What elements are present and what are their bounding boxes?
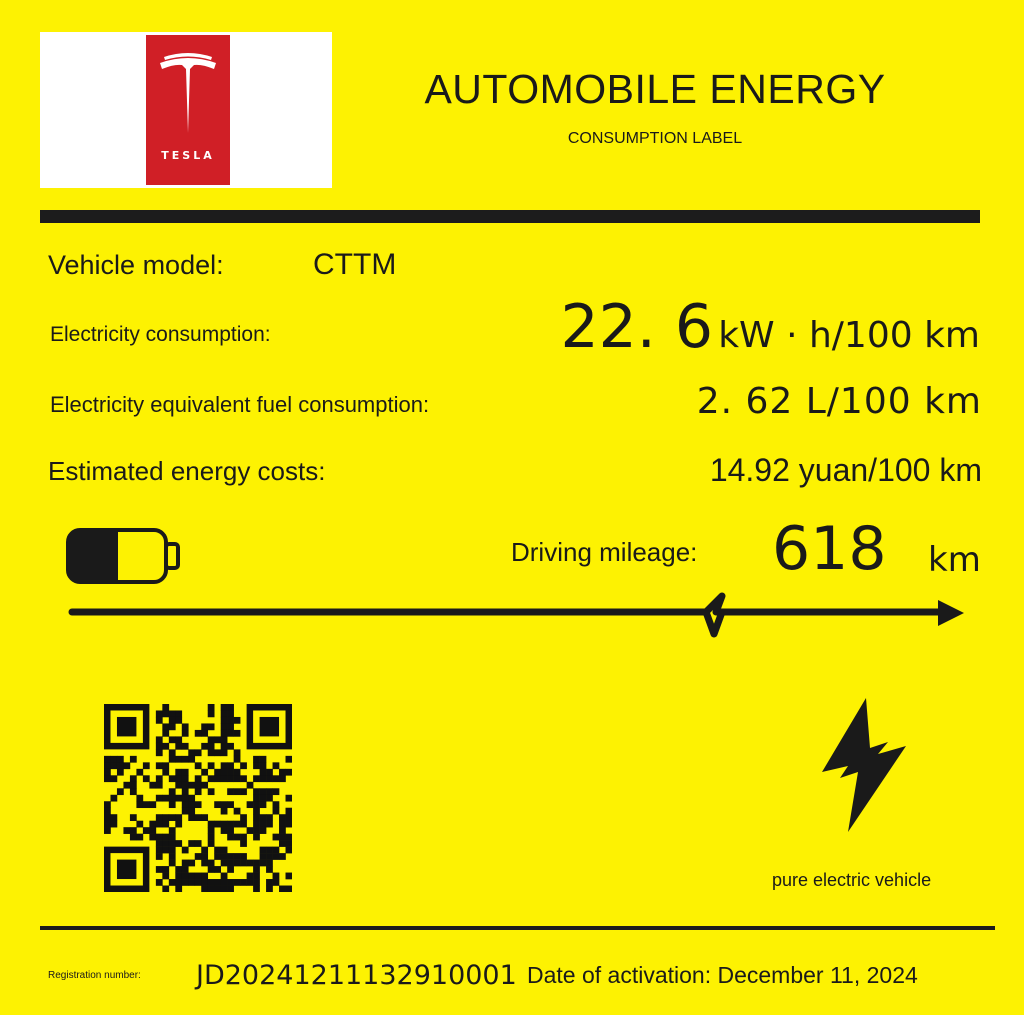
tesla-logo bbox=[146, 35, 230, 185]
bottom-divider bbox=[40, 926, 995, 930]
registration-number-label: Registration number: bbox=[48, 970, 141, 981]
qr-code[interactable] bbox=[104, 704, 292, 892]
label-subtitle: CONSUMPTION LABEL bbox=[567, 130, 743, 147]
lightning-bolt-icon bbox=[818, 696, 910, 834]
driving-mileage-unit: km bbox=[928, 540, 981, 580]
activation-date: Date of activation: December 11, 2024 bbox=[527, 962, 918, 988]
electricity-consumption-label: Electricity consumption: bbox=[50, 323, 271, 346]
vehicle-model-value: CTTM bbox=[313, 248, 397, 281]
equivalent-fuel-value: 2. 62 L/100 km bbox=[696, 381, 982, 422]
tesla-wordmark: TESLA bbox=[161, 149, 215, 162]
battery-icon bbox=[66, 528, 182, 584]
range-arrow-icon bbox=[66, 592, 966, 638]
energy-cost-value: 14.92 yuan/100 km bbox=[709, 452, 982, 488]
top-divider bbox=[40, 210, 980, 223]
energy-cost-label: Estimated energy costs: bbox=[48, 456, 326, 486]
vehicle-model-label: Vehicle model: bbox=[48, 250, 224, 280]
electricity-consumption-number: 22. 6 bbox=[560, 292, 714, 362]
vehicle-type-label: pure electric vehicle bbox=[772, 870, 932, 890]
tesla-logo-icon bbox=[156, 53, 220, 143]
label-title: AUTOMOBILE ENERGY bbox=[424, 66, 886, 112]
registration-number-value: JD20241211132910001 bbox=[196, 960, 517, 991]
driving-mileage-label: Driving mileage: bbox=[511, 537, 698, 567]
electricity-consumption-unit: kW · h/100 km bbox=[718, 315, 980, 356]
equivalent-fuel-label: Electricity equivalent fuel consumption: bbox=[50, 392, 430, 417]
driving-mileage-value: 618 bbox=[772, 514, 887, 584]
electricity-consumption-value bbox=[560, 292, 980, 362]
